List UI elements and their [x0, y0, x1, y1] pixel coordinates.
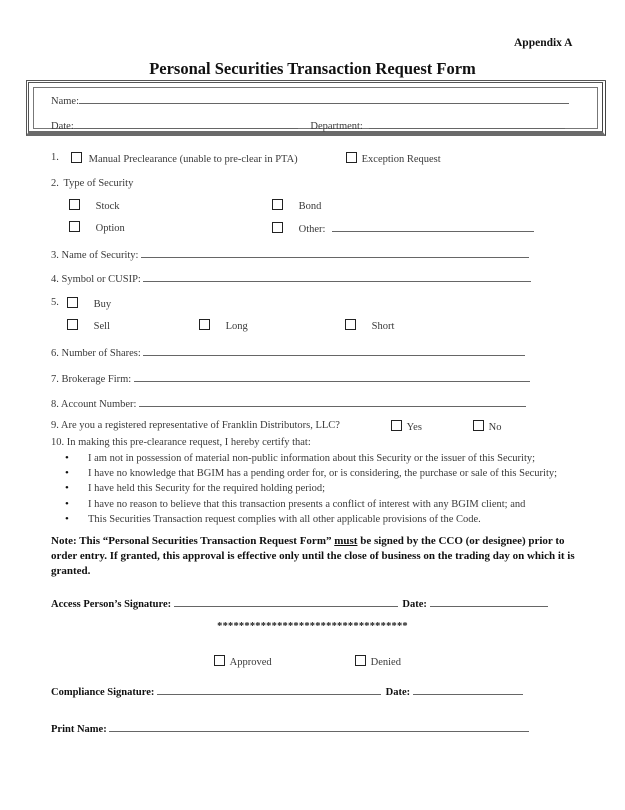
q3-row: [51, 247, 529, 261]
other-label: Other:: [298, 224, 326, 235]
exception-request-label: Exception Request: [361, 154, 441, 165]
option-option[interactable]: [69, 221, 125, 234]
sell-option[interactable]: [67, 319, 110, 332]
q1-number: 1.: [51, 152, 59, 163]
denied-option[interactable]: [355, 655, 401, 668]
manual-preclearance-option[interactable]: [71, 152, 298, 165]
access-signature-label: Access Person’s Signature:: [51, 599, 172, 610]
number-of-shares-field[interactable]: [143, 345, 525, 356]
stock-option[interactable]: [69, 199, 120, 212]
long-option[interactable]: [199, 319, 248, 332]
q7-number: 7.: [51, 374, 59, 385]
buy-checkbox[interactable]: [67, 297, 78, 308]
no-label: No: [488, 422, 502, 433]
other-option[interactable]: [272, 221, 534, 235]
bond-label: Bond: [298, 201, 322, 212]
department-label: Department:: [310, 121, 363, 132]
q10-number: 10.: [51, 437, 65, 448]
manual-preclearance-checkbox[interactable]: [71, 152, 82, 163]
access-signature-field[interactable]: [174, 596, 398, 607]
long-checkbox[interactable]: [199, 319, 210, 330]
certifications-list: [61, 451, 557, 527]
approved-label: Approved: [229, 657, 272, 668]
no-checkbox[interactable]: [473, 420, 484, 431]
date-label: Date:: [51, 121, 74, 132]
note-prefix: Note: This “Personal Securities Transaction Request Form”: [51, 535, 335, 547]
short-checkbox[interactable]: [345, 319, 356, 330]
q7-row: [51, 371, 530, 385]
brokerage-firm-field[interactable]: [134, 371, 530, 382]
q9-row: [51, 420, 340, 431]
no-option[interactable]: [473, 420, 501, 433]
q4-label: Symbol or CUSIP:: [61, 274, 141, 285]
symbol-cusip-field[interactable]: [143, 271, 531, 282]
appendix-label: Appendix A: [514, 37, 573, 49]
q9-number: 9.: [51, 420, 59, 431]
sell-checkbox[interactable]: [67, 319, 78, 330]
certification-item: • This Securities Transaction request complies with all other applicable provisions of the Code.: [61, 512, 557, 527]
other-checkbox[interactable]: [272, 222, 283, 233]
q4-number: 4.: [51, 274, 59, 285]
exception-request-option[interactable]: [346, 152, 441, 165]
access-date-field[interactable]: [430, 596, 548, 607]
approved-checkbox[interactable]: [214, 655, 225, 666]
sell-label: Sell: [93, 321, 110, 332]
name-of-security-field[interactable]: [141, 247, 529, 258]
denied-checkbox[interactable]: [355, 655, 366, 666]
compliance-signature-row: [51, 684, 523, 698]
yes-label: Yes: [406, 422, 422, 433]
name-row: [51, 93, 569, 107]
certification-item: • I am not in possession of material non-public information about this Security or the issuer of this Security;: [61, 451, 557, 466]
q2-heading: [51, 178, 133, 189]
q10-label: In making this pre-clearance request, I hereby certify that:: [66, 437, 311, 448]
q7-label: Brokerage Firm:: [61, 374, 132, 385]
long-label: Long: [225, 321, 248, 332]
exception-request-checkbox[interactable]: [346, 152, 357, 163]
other-field[interactable]: [332, 221, 534, 232]
q9-label: Are you a registered representative of Franklin Distributors, LLC?: [60, 420, 340, 431]
note-emphasis: must: [334, 535, 358, 547]
q10-heading: [51, 437, 311, 448]
q5-number: 5.: [51, 297, 59, 308]
bond-option[interactable]: [272, 199, 321, 212]
approval-note: [51, 534, 591, 579]
q4-row: [51, 271, 531, 285]
q2-number: 2.: [51, 178, 59, 189]
buy-option[interactable]: [67, 297, 111, 310]
manual-preclearance-label: Manual Preclearance (unable to pre-clear in PTA): [88, 154, 298, 165]
option-checkbox[interactable]: [69, 221, 80, 232]
q6-label: Number of Shares:: [61, 348, 141, 359]
access-signature-row: [51, 596, 548, 610]
access-date-label: Date:: [402, 599, 427, 610]
name-label: Name:: [51, 96, 79, 107]
section-separator: ***********************************: [217, 621, 408, 632]
certification-item: • I have no knowledge that BGIM has a pending order for, or is considering, the purchase or sale of this Security;: [61, 466, 557, 481]
q8-label: Account Number:: [60, 399, 137, 410]
compliance-date-label: Date:: [385, 687, 411, 698]
buy-label: Buy: [93, 299, 112, 310]
q6-row: [51, 345, 525, 359]
note-suffix: be signed by the CCO (or designee) prior to order entry. If granted, this approval is effective only until the close of business on the trading day on which it is granted.: [51, 535, 575, 577]
account-number-field[interactable]: [139, 396, 526, 407]
stock-checkbox[interactable]: [69, 199, 80, 210]
name-field[interactable]: [79, 93, 569, 104]
date-field[interactable]: [74, 118, 298, 129]
short-label: Short: [371, 321, 395, 332]
print-name-row: [51, 721, 529, 735]
date-department-row: [51, 118, 565, 132]
q2-label: Type of Security: [63, 178, 134, 189]
yes-checkbox[interactable]: [391, 420, 402, 431]
certification-item: • I have no reason to believe that this transaction presents a conflict of interest with any BGIM client; and: [61, 497, 557, 512]
option-label: Option: [95, 223, 125, 234]
certification-item: • I have held this Security for the required holding period;: [61, 481, 557, 496]
compliance-date-field[interactable]: [413, 684, 523, 695]
q8-row: [51, 396, 526, 410]
q8-number: 8.: [51, 399, 59, 410]
bond-checkbox[interactable]: [272, 199, 283, 210]
compliance-signature-label: Compliance Signature:: [51, 687, 155, 698]
print-name-label: Print Name:: [51, 724, 107, 735]
compliance-signature-field[interactable]: [157, 684, 381, 695]
stock-label: Stock: [95, 201, 120, 212]
q3-number: 3.: [51, 250, 59, 261]
yes-option[interactable]: [391, 420, 422, 433]
short-option[interactable]: [345, 319, 394, 332]
approved-option[interactable]: [214, 655, 272, 668]
page-title: Personal Securities Transaction Request Form: [149, 59, 476, 78]
department-field[interactable]: [369, 118, 565, 129]
print-name-field[interactable]: [109, 721, 529, 732]
q3-label: Name of Security:: [61, 250, 139, 261]
q6-number: 6.: [51, 348, 59, 359]
denied-label: Denied: [370, 657, 401, 668]
